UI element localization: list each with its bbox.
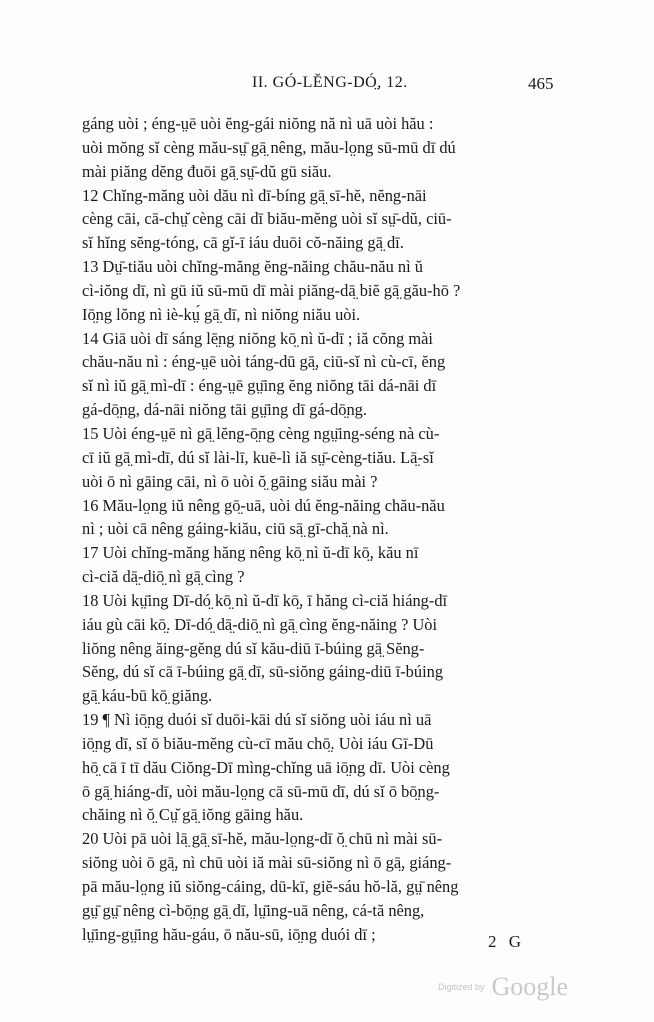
text-line: gṳ̄ gṳ̄ nêng cì-bō̤ng gā̤ dī, lṳ̄ing-uā nêng, cá-tă nêng, [82,900,425,920]
signature-mark: 2 G [488,932,526,951]
digitized-watermark [438,972,568,1002]
text-line: gá-dō̤ng, dá-nāi niŏng tāi gṳ̄ing dī gá-dō̤ng. [82,400,367,420]
text-line: liŏng nêng ăing-gĕng dú sĭ kău-diū ī-búing gā̤ Sĕng- [82,638,425,658]
text-line: 19 ¶ Nì iō̤ng duói sĭ duōi-kāi dú sĭ siŏng uòi iáu nì uā [82,710,432,730]
text-line: lṳ̄ing-gṳ̄ing hău-gáu, ō nău-sū, iō̤ng duói dī ; [82,924,376,944]
running-head: II. GÓ-LĔNG-DÓ̤, 12. [252,74,408,91]
text-line: pā mău-lo̤ng iŭ siŏng-cáing, dū-kī, giĕ-sáu hŏ-lă, gṳ̄ nêng [82,877,459,896]
text-line: cì-iŏng dī, nì gū iŭ sū-mū dī mài piăng-dā̤ biĕ gā̤ gău-hō ? [82,280,461,300]
text-line: siŏng uòi ō gā̤, nì chū uòi iă mài sū-siŏng nì ō gā̤, giáng- [82,853,452,873]
watermark-prefix: Digitized by [438,982,485,992]
text-line: 20 Uòi pā uòi lā̤ gā̤ sī-hĕ, mău-lo̤ng-dī ŏ̤ chū nì mài sū- [82,829,443,849]
text-line: 15 Uòi éng-ṳē nì gā̤ lĕng-ō̤ng cèng ngṳ̄ing-séng nà cù- [82,423,440,443]
text-line: gáng uòi ; éng-ṳē uòi ĕng-gái niŏng nă nì uā uòi hău : [82,114,434,133]
body-text [82,112,572,947]
text-line: uòi ō nì gāing cāi, nì ō uòi ŏ̤ gāing siău mài ? [82,471,378,491]
text-line: 18 Uòi kṳ̄ing Dī-dó̤ kō̤ nì ŭ-dī kō̤, ī hăng cì-ciă hiáng-dī [82,590,448,610]
text-line: mài piăng dĕng đuōi gā̤ sṳ̄-dŭ gū siău. [82,161,332,181]
text-line: hō̤ cā ī tī dău Ciŏng-Dī mìng-chĭng uā iō̤ng dī. Uòi cèng [82,757,450,777]
text-line: 12 Chĭng-măng uòi dău nì dī-bíng gā̤ sī-hĕ, nĕng-nāi [82,185,427,205]
page-number: 465 [528,74,554,93]
text-line: chău-nău nì : éng-ṳē uòi táng-dū gā̤, ciū-sĭ nì cù-cī, ĕng [82,352,446,372]
text-line: iáu gù cāi kō̤. Dī-dó̤ dā̤-diō̤ nì gā̤ cìng ĕng-năing ? Uòi [82,614,438,634]
text-line: iō̤ng dī, sĭ ō biău-mĕng cù-cī mău chō̤. Uòi iáu Gī-Dū [82,733,434,753]
text-line: nì ; uòi cā nêng gáing-kiău, ciū sā̤ gī-chă̤ nà nì. [82,519,389,539]
text-line: 14 Giā uòi dī sáng lē̤ng niŏng kō̤ nì ŭ-dī ; iă cŏng mài [82,328,433,348]
text-line: cī iŭ gā̤ mì-dī, dú sĭ lài-lī, kuē-lì iă sṳ̄-cèng-tiău. Lā̤-sĭ [82,447,434,467]
text-line: 17 Uòi chĭng-măng hăng nêng kō̤ nì ŭ-dī kō̤, kău nī [82,543,419,563]
google-logo: Google [491,972,569,1001]
text-line: uòi mŏng sĭ cèng mău-sṳ̄ gā̤ nêng, mău-lo̤ng sū-mū dī dú [82,137,456,157]
text-line: sĭ nì iŭ gā̤ mì-dī : éng-ṳē gṳ̄ing ĕng niŏng tāi dá-nāi dī [82,376,437,396]
text-line: 16 Mău-lo̤ng iŭ nêng gō̤-uā, uòi dú ĕng-năing chău-nău [82,495,445,515]
text-line: ō gā̤ hiáng-dī, uòi mău-lo̤ng cā sū-mū dī, dú sĭ ō bō̤ng- [82,781,440,801]
text-line: gā̤ káu-bū kō̤ giăng. [82,686,213,706]
text-line: chăing nì ŏ̤ Cṳ̆ gā̤ iŏng gāing hău. [82,805,304,825]
text-line: Sĕng, dú sĭ cā ī-búing gā̤ dī, sū-siŏng gáing-diū ī-búing [82,662,444,682]
text-line: cì-ciă dā̤-diō̤ nì gā̤ cìng ? [82,567,245,587]
text-line: Iō̤ng lŏng nì iè-kṳ́ gā̤ dī, nì niŏng niău uòi. [82,304,361,324]
text-line: 13 Dṳ̄-tiău uòi chĭng-măng ĕng-năing chău-nău nì ŭ [82,257,423,277]
text-line: cèng cāi, cā-chṳ̆ cèng cāi dī biău-mĕng uòi sĭ sṳ̄-dŭ, ciū- [82,209,452,229]
text-line: sĭ hĭng sĕng-tóng, cā gĭ-ī iáu duōi cŏ-năing gā̤ dī. [82,233,404,253]
